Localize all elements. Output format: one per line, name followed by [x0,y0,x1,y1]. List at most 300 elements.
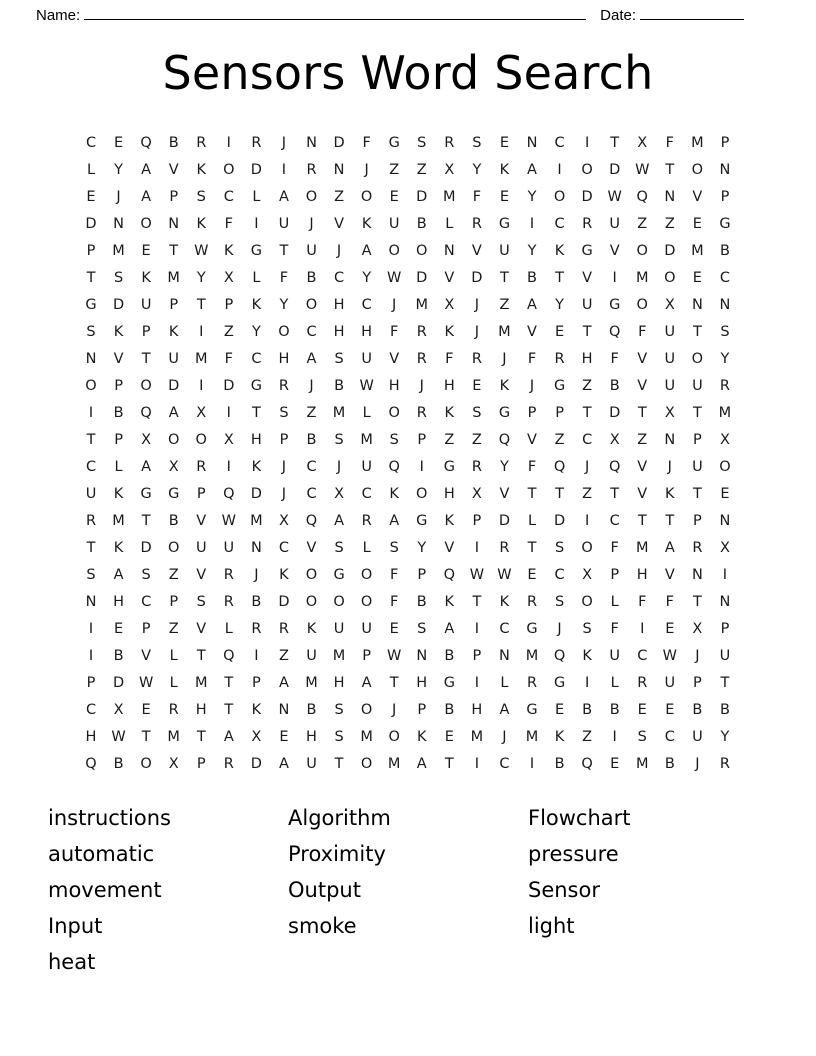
grid-cell[interactable]: U [85,486,97,503]
grid-cell[interactable]: R [444,135,455,152]
grid-cell[interactable]: E [141,243,151,260]
grid-cell[interactable]: B [527,270,537,287]
grid-cell[interactable]: I [474,756,480,773]
grid-cell[interactable]: R [85,513,97,530]
grid-cell[interactable]: T [665,162,675,179]
grid-cell[interactable]: N [719,297,731,314]
grid-cell[interactable]: P [472,513,482,530]
grid-cell[interactable]: K [251,702,262,719]
grid-cell[interactable]: I [612,729,617,746]
grid-cell[interactable]: I [584,513,590,530]
grid-cell[interactable]: T [141,513,151,530]
grid-cell[interactable]: X [168,756,179,773]
grid-cell[interactable]: B [554,756,565,773]
grid-cell[interactable]: T [389,675,399,692]
grid-cell[interactable]: H [333,675,345,692]
grid-cell[interactable]: U [664,351,676,368]
grid-cell[interactable]: G [443,675,455,692]
grid-cell[interactable]: E [554,702,565,719]
grid-cell[interactable]: C [554,567,565,584]
grid-cell[interactable]: P [169,594,179,611]
grid-cell[interactable]: J [309,216,314,233]
grid-cell[interactable]: A [278,756,289,773]
grid-cell[interactable]: H [333,297,345,314]
grid-cell[interactable]: I [529,216,535,233]
grid-cell[interactable]: E [389,621,399,638]
grid-cell[interactable]: G [581,243,593,260]
grid-cell[interactable]: A [306,351,317,368]
grid-cell[interactable]: D [553,513,566,530]
grid-cell[interactable]: V [444,270,455,287]
grid-cell[interactable]: T [472,594,482,611]
grid-cell[interactable]: G [526,621,538,638]
grid-cell[interactable]: M [360,729,373,746]
grid-cell[interactable]: T [334,756,344,773]
grid-cell[interactable]: E [665,621,675,638]
word-list-item[interactable]: instructions [48,806,171,830]
grid-cell[interactable]: V [196,567,207,584]
grid-cell[interactable]: K [554,243,565,260]
grid-cell[interactable]: Y [251,324,261,341]
grid-cell[interactable]: V [444,540,455,557]
grid-cell[interactable]: V [168,162,179,179]
grid-cell[interactable]: P [527,405,537,422]
grid-cell[interactable]: J [474,324,480,341]
grid-cell[interactable]: N [113,216,124,233]
grid-cell[interactable]: J [281,459,287,476]
grid-cell[interactable]: I [474,675,480,692]
grid-cell[interactable]: U [333,621,345,638]
grid-cell[interactable]: Y [527,243,537,260]
grid-cell[interactable]: C [334,270,345,287]
grid-cell[interactable]: P [141,324,151,341]
grid-cell[interactable]: G [443,459,455,476]
grid-cell[interactable]: G [388,135,400,152]
grid-cell[interactable]: H [581,351,593,368]
grid-cell[interactable]: A [444,621,455,638]
grid-cell[interactable]: D [471,270,483,287]
grid-cell[interactable]: M [415,297,428,314]
grid-cell[interactable]: T [224,675,234,692]
grid-cell[interactable]: X [582,567,593,584]
grid-cell[interactable]: O [140,216,152,233]
grid-cell[interactable]: P [417,432,427,449]
grid-cell[interactable]: O [278,324,290,341]
grid-cell[interactable]: S [389,432,399,449]
grid-cell[interactable]: T [582,405,592,422]
grid-cell[interactable]: Z [278,648,289,665]
grid-cell[interactable]: N [719,162,731,179]
grid-cell[interactable]: M [194,675,208,692]
grid-cell[interactable]: X [609,432,620,449]
word-list-item[interactable]: Flowchart [528,806,631,830]
grid-cell[interactable]: U [388,216,400,233]
grid-cell[interactable]: E [279,729,289,746]
grid-cell[interactable]: J [116,189,121,206]
grid-cell[interactable]: C [306,324,317,341]
grid-cell[interactable]: B [113,756,124,773]
grid-cell[interactable]: Q [553,648,566,665]
grid-cell[interactable]: J [557,621,562,638]
grid-cell[interactable]: U [361,621,372,638]
grid-cell[interactable]: N [250,540,262,557]
grid-cell[interactable]: U [581,297,593,314]
grid-cell[interactable]: Q [443,567,456,584]
grid-cell[interactable]: O [388,405,400,422]
grid-cell[interactable]: O [305,189,318,206]
grid-cell[interactable]: U [195,540,207,557]
grid-cell[interactable]: K [113,324,124,341]
grid-cell[interactable]: B [168,135,179,152]
grid-cell[interactable]: T [692,486,702,503]
grid-cell[interactable]: H [306,729,317,746]
grid-cell[interactable]: D [112,675,125,692]
grid-cell[interactable]: T [692,324,702,341]
grid-cell[interactable]: U [223,540,235,557]
grid-cell[interactable]: Q [608,324,621,341]
grid-cell[interactable]: W [497,567,512,584]
grid-cell[interactable]: E [499,135,510,152]
grid-cell[interactable]: K [279,567,289,584]
grid-cell[interactable]: C [251,351,262,368]
grid-cell[interactable]: U [168,351,179,368]
grid-cell[interactable]: V [334,216,345,233]
grid-cell[interactable]: Z [168,567,179,584]
grid-cell[interactable]: D [223,378,235,395]
grid-cell[interactable]: I [474,540,480,557]
grid-cell[interactable]: Z [334,189,345,206]
grid-cell[interactable]: I [199,378,204,395]
grid-cell[interactable]: I [226,135,231,152]
grid-cell[interactable]: C [664,729,675,746]
grid-cell[interactable]: A [499,702,510,719]
grid-cell[interactable]: P [693,432,702,449]
word-list-item[interactable]: Input [48,914,103,938]
grid-cell[interactable]: S [472,135,482,152]
grid-cell[interactable]: A [389,513,400,530]
grid-cell[interactable]: G [250,378,262,395]
grid-cell[interactable]: E [610,756,620,773]
grid-cell[interactable]: B [719,243,730,260]
grid-cell[interactable]: J [474,297,480,314]
grid-cell[interactable]: O [416,486,428,503]
grid-cell[interactable]: B [306,702,317,719]
grid-cell[interactable]: S [582,621,592,638]
grid-cell[interactable]: O [553,189,566,206]
grid-cell[interactable]: G [85,297,97,314]
grid-cell[interactable]: I [612,270,617,287]
grid-cell[interactable]: K [251,459,262,476]
grid-cell[interactable]: X [223,270,234,287]
grid-cell[interactable]: O [140,378,152,395]
grid-cell[interactable]: Q [140,405,152,422]
grid-cell[interactable]: L [114,459,123,476]
grid-cell[interactable]: I [254,216,259,233]
grid-cell[interactable]: T [224,702,234,719]
grid-cell[interactable]: B [582,702,593,719]
grid-cell[interactable]: C [554,135,565,152]
grid-cell[interactable]: K [196,162,206,179]
grid-cell[interactable]: N [278,702,290,719]
grid-cell[interactable]: T [196,729,206,746]
grid-cell[interactable]: A [141,189,152,206]
grid-cell[interactable]: U [664,378,676,395]
grid-cell[interactable]: X [692,621,703,638]
grid-cell[interactable]: B [444,702,455,719]
grid-cell[interactable]: R [554,351,565,368]
grid-cell[interactable]: M [635,756,649,773]
grid-cell[interactable]: I [254,648,259,665]
grid-cell[interactable]: J [281,486,287,503]
grid-cell[interactable]: L [445,216,454,233]
grid-cell[interactable]: O [305,297,318,314]
grid-cell[interactable]: Y [362,270,372,287]
grid-cell[interactable]: L [362,405,371,422]
grid-cell[interactable]: O [636,297,648,314]
grid-cell[interactable]: C [719,270,730,287]
grid-cell[interactable]: S [637,729,647,746]
grid-cell[interactable]: A [334,513,345,530]
grid-cell[interactable]: O [360,756,373,773]
grid-cell[interactable]: R [223,756,234,773]
grid-cell[interactable]: M [250,513,263,530]
grid-cell[interactable]: U [664,324,676,341]
grid-cell[interactable]: K [499,378,510,395]
grid-cell[interactable]: G [168,486,180,503]
grid-cell[interactable]: C [141,594,152,611]
grid-cell[interactable]: K [444,324,455,341]
grid-cell[interactable]: E [720,486,730,503]
grid-cell[interactable]: K [113,540,124,557]
grid-cell[interactable]: A [223,729,234,746]
grid-cell[interactable]: H [278,351,290,368]
grid-cell[interactable]: O [305,567,318,584]
grid-cell[interactable]: O [333,594,345,611]
grid-cell[interactable]: A [168,405,179,422]
grid-cell[interactable]: C [278,540,289,557]
grid-cell[interactable]: D [498,513,511,530]
grid-cell[interactable]: T [692,594,702,611]
grid-cell[interactable]: V [527,324,537,341]
grid-cell[interactable]: S [196,189,206,206]
grid-cell[interactable]: A [278,189,289,206]
grid-cell[interactable]: F [527,459,537,476]
grid-cell[interactable]: Y [279,297,289,314]
grid-cell[interactable]: W [662,648,677,665]
grid-cell[interactable]: Z [582,486,593,503]
word-list-item[interactable]: Sensor [528,878,600,902]
grid-cell[interactable]: G [333,567,345,584]
grid-cell[interactable]: J [392,702,397,719]
grid-cell[interactable]: T [555,486,564,503]
grid-cell[interactable]: F [279,270,289,287]
grid-cell[interactable]: Q [581,756,593,773]
grid-cell[interactable]: L [224,621,233,638]
grid-cell[interactable]: U [278,216,290,233]
grid-cell[interactable]: U [719,648,731,665]
grid-cell[interactable]: N [719,513,731,530]
grid-cell[interactable]: I [584,135,590,152]
grid-cell[interactable]: Z [664,216,675,233]
grid-cell[interactable]: J [254,567,259,584]
grid-cell[interactable]: U [306,756,317,773]
grid-cell[interactable]: V [637,378,648,395]
grid-cell[interactable]: U [499,243,510,260]
grid-cell[interactable]: T [720,675,730,692]
grid-cell[interactable]: M [332,648,346,665]
grid-cell[interactable]: V [637,486,648,503]
grid-cell[interactable]: Y [417,540,427,557]
grid-cell[interactable]: Z [637,216,648,233]
grid-cell[interactable]: M [691,135,704,152]
grid-cell[interactable]: X [141,432,152,449]
grid-cell[interactable]: U [140,297,152,314]
grid-cell[interactable]: J [529,378,535,395]
grid-cell[interactable]: O [719,459,731,476]
grid-cell[interactable]: Z [582,378,593,395]
grid-cell[interactable]: F [390,594,399,611]
grid-cell[interactable]: G [250,243,262,260]
grid-cell[interactable]: J [336,459,342,476]
grid-cell[interactable]: K [665,486,675,503]
grid-cell[interactable]: R [471,351,482,368]
grid-cell[interactable]: H [195,702,207,719]
grid-cell[interactable]: Z [471,432,482,449]
grid-cell[interactable]: R [416,405,427,422]
grid-cell[interactable]: G [140,486,152,503]
grid-cell[interactable]: O [691,351,704,368]
grid-cell[interactable]: F [472,189,482,206]
grid-cell[interactable]: C [499,621,510,638]
grid-cell[interactable]: U [692,459,703,476]
grid-cell[interactable]: T [141,729,151,746]
grid-cell[interactable]: U [306,648,317,665]
grid-cell[interactable]: Z [444,432,455,449]
grid-cell[interactable]: X [719,540,730,557]
grid-cell[interactable]: E [499,189,510,206]
grid-cell[interactable]: I [281,162,287,179]
grid-cell[interactable]: Y [527,189,537,206]
grid-cell[interactable]: W [359,378,374,395]
grid-cell[interactable]: O [167,540,180,557]
grid-cell[interactable]: O [388,243,400,260]
grid-cell[interactable]: A [527,162,537,179]
grid-cell[interactable]: J [695,648,700,665]
grid-cell[interactable]: E [665,702,675,719]
grid-cell[interactable]: H [416,675,428,692]
grid-cell[interactable]: L [169,675,178,692]
grid-cell[interactable]: K [113,486,124,503]
grid-cell[interactable]: V [582,270,593,287]
grid-cell[interactable]: Y [555,297,564,314]
grid-cell[interactable]: J [364,162,369,179]
grid-cell[interactable]: X [278,513,289,530]
grid-cell[interactable]: O [416,243,428,260]
grid-cell[interactable]: G [719,216,731,233]
grid-cell[interactable]: D [609,162,621,179]
grid-cell[interactable]: V [664,567,675,584]
grid-cell[interactable]: B [416,594,427,611]
grid-cell[interactable]: X [664,405,675,422]
grid-cell[interactable]: I [226,459,231,476]
grid-cell[interactable]: G [416,513,428,530]
grid-cell[interactable]: N [306,135,317,152]
grid-cell[interactable]: H [333,324,345,341]
grid-cell[interactable]: L [362,540,371,557]
grid-cell[interactable]: R [251,135,262,152]
grid-cell[interactable]: N [719,594,731,611]
grid-cell[interactable]: T [527,486,537,503]
grid-cell[interactable]: M [112,513,125,530]
grid-cell[interactable]: C [554,216,565,233]
grid-cell[interactable]: Q [498,432,511,449]
grid-cell[interactable]: Q [140,135,152,152]
grid-cell[interactable]: T [169,243,179,260]
grid-cell[interactable]: E [527,567,537,584]
grid-cell[interactable]: Y [472,162,482,179]
grid-cell[interactable]: R [526,594,538,611]
grid-cell[interactable]: U [692,729,703,746]
grid-cell[interactable]: U [361,459,372,476]
grid-cell[interactable]: H [471,702,483,719]
grid-cell[interactable]: H [443,486,455,503]
grid-cell[interactable]: L [610,675,619,692]
grid-cell[interactable]: M [360,432,373,449]
grid-cell[interactable]: C [85,135,97,152]
grid-cell[interactable]: J [695,756,700,773]
grid-cell[interactable]: M [635,270,649,287]
grid-cell[interactable]: P [141,621,151,638]
grid-cell[interactable]: R [471,459,482,476]
grid-cell[interactable]: T [692,405,702,422]
grid-cell[interactable]: B [334,378,345,395]
grid-cell[interactable]: M [718,405,732,422]
grid-cell[interactable]: P [279,432,289,449]
grid-cell[interactable]: O [140,756,152,773]
grid-cell[interactable]: M [112,243,125,260]
grid-cell[interactable]: J [419,378,424,395]
grid-cell[interactable]: Z [554,432,565,449]
grid-cell[interactable]: S [86,567,96,584]
grid-cell[interactable]: H [361,324,373,341]
grid-cell[interactable]: D [278,594,290,611]
grid-cell[interactable]: P [86,675,96,692]
grid-cell[interactable]: P [693,513,702,530]
grid-cell[interactable]: G [553,675,566,692]
grid-cell[interactable]: T [500,270,509,287]
grid-cell[interactable]: K [306,621,317,638]
grid-cell[interactable]: E [692,270,702,287]
name-write-line[interactable] [84,6,586,20]
grid-cell[interactable]: M [194,351,208,368]
word-list-item[interactable]: pressure [528,842,619,866]
grid-cell[interactable]: F [527,351,537,368]
grid-cell[interactable]: R [196,135,207,152]
grid-cell[interactable]: O [223,162,235,179]
grid-cell[interactable]: K [196,216,206,233]
grid-cell[interactable]: Z [416,162,427,179]
grid-cell[interactable]: R [637,675,648,692]
grid-cell[interactable]: H [443,378,455,395]
grid-cell[interactable]: N [85,594,97,611]
grid-cell[interactable]: I [88,405,94,422]
grid-cell[interactable]: X [196,405,207,422]
grid-cell[interactable]: D [581,189,593,206]
grid-cell[interactable]: K [554,729,565,746]
grid-cell[interactable]: I [88,621,94,638]
grid-cell[interactable]: M [305,675,318,692]
grid-cell[interactable]: S [417,621,427,638]
